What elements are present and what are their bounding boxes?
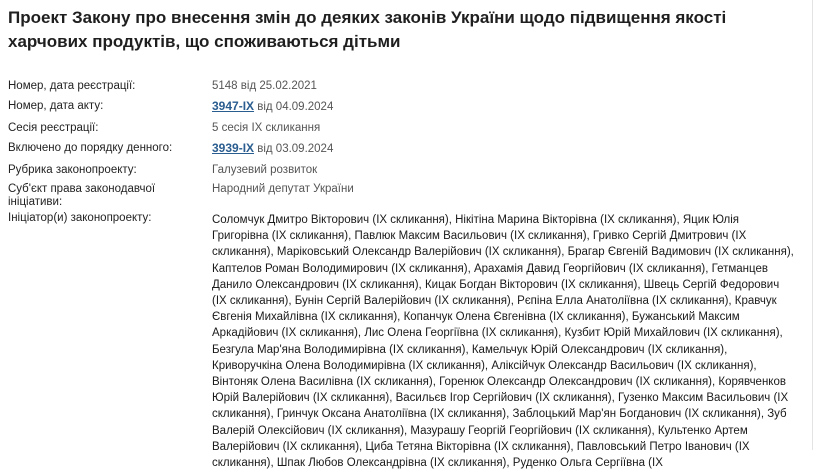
act-number-link[interactable]: 3947-IX: [212, 99, 255, 113]
content-border: [812, 0, 813, 450]
subject-value: Народний депутат України: [212, 183, 354, 195]
registration-label: Номер, дата реєстрації:: [8, 80, 136, 92]
rubric-label: Рубрика законопроекту:: [8, 164, 137, 176]
act-value: [212, 100, 802, 114]
rubric-value: Галузевий розвиток: [212, 164, 318, 176]
session-value: 5 сесія IX скликання: [212, 122, 321, 134]
agenda-label: Включено до порядку денного:: [8, 142, 173, 154]
initiators-label: Ініціатор(и) законопроекту:: [8, 212, 152, 224]
subject-label: Суб'єкт права законодавчої ініціативи:: [8, 183, 156, 208]
agenda-value: [212, 142, 802, 156]
act-label: Номер, дата акту:: [8, 100, 104, 112]
page-title: Проект Закону про внесення змін до деяких законів України щодо підвищення якості харчових продуктів, що споживаються дітьми: [8, 8, 727, 51]
agenda-date: від 03.09.2024: [254, 143, 334, 155]
act-date: від 04.09.2024: [254, 101, 334, 113]
agenda-number-link[interactable]: 3939-IX: [212, 141, 255, 155]
session-label: Сесія реєстрації:: [8, 122, 99, 134]
registration-value: 5148 від 25.02.2021: [212, 80, 317, 92]
initiators-list: Соломчук Дмитро Вікторович (IX скликання), Нікітіна Марина Вікторівна (IX скликання), Яцик Юлія Григорівна (IX скликання), Павлюк Максим Васильович (IX скликання), Гривко Сергій Дмитрович (IX скликання), Маріковський Олександр Валерійович (IX скликання), Брагар Євгеній Вадимович (IX скликання), Каптелов Роман Володимирович (IX скликання), Арахамія Давид Георгійович (IX скликання), Гетманцев Данило Олександрович (IX скликання), Кицак Богдан Вікторович (IX скликання), Швець Сергій Федорович (IX скликання), Бунін Сергій Валерійович (IX скликання), Рєпіна Елла Анатоліївна (IX скликання), Кравчук Євгенія Михайлівна (IX скликання), Копанчук Олена Євгенівна (IX скликання), Бужанський Максим Аркадійович (IX скликання), Лис Олена Георгіївна (IX скликання), Кузбит Юрій Михайлович (IX скликання), Безгула Мар'яна Володимирівна (IX скликання), Камельчук Юрій Олександрович (IX скликання), Криворучкіна Олена Володимирівна (IX скликання), Аліксійчук Олександр Васильович (IX скликання), Вінтоняк Олена Василівна (IX скликання), Горенюк Олександр Олександрович (IX скликання), Корявченков Юрій Валерійович (IX скликання), Васильєв Ігор Сергійович (IX скликання), Гузенко Максим Васильович (IX скликання), Гринчук Оксана Анатоліївна (IX скликання), Заблоцький Мар'ян Богданович (IX скликання), Зуб Валерій Олексійович (IX скликання), Мазурашу Георгій Георгійович (IX скликання), Культенко Артем Валерійович (IX скликання), Циба Тетяна Вікторівна (IX скликання), Павловський Петро Іванович (IX скликання), Шпак Любов Олександрівна (IX скликання), Руденко Ольга Сергіївна (IX: [212, 214, 794, 470]
